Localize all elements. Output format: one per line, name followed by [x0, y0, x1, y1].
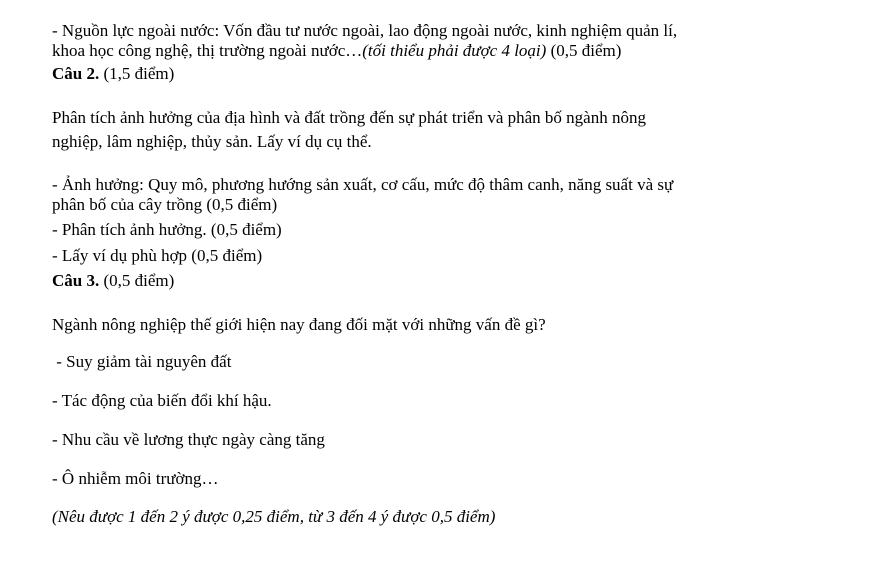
text-span: Ngành nông nghiệp thế giới hiện nay đang đối mặt với những vấn đề gì?: [52, 315, 546, 334]
list-item: [52, 352, 231, 372]
question-2-prompt-line-1: [52, 108, 646, 128]
list-item: [52, 391, 272, 411]
question-3-heading: [52, 271, 174, 291]
question-3-points: (0,5 điểm): [99, 271, 175, 290]
question-2-prompt-line-2: [52, 132, 372, 152]
question-2-answer-line-2: [52, 195, 277, 215]
scoring-note: [52, 507, 495, 527]
foreign-resources-line-2: [52, 41, 621, 61]
text-span: phân bố của cây trồng (0,5 điểm): [52, 195, 278, 214]
text-span: - Tác động của biến đổi khí hậu.: [52, 391, 272, 410]
text-span: - Suy giảm tài nguyên đất: [52, 352, 232, 371]
italic-note: (tối thiểu phải được 4 loại): [362, 41, 547, 60]
foreign-resources-line-1: [52, 21, 677, 41]
question-3-prompt: [52, 315, 546, 335]
question-3-label: Câu 3.: [52, 271, 100, 290]
score-text: (0,5 điểm): [546, 41, 622, 60]
text-span: - Ô nhiễm môi trường…: [52, 469, 219, 488]
text-span: - Nguồn lực ngoài nước: Vốn đầu tư nước ngoài, lao động ngoài nước, kinh nghiệm quản lí,: [52, 21, 678, 40]
question-2-points: (1,5 điểm): [99, 64, 175, 83]
text-span: - Lấy ví dụ phù hợp (0,5 điểm): [52, 246, 263, 265]
text-span: (Nêu được 1 đến 2 ý được 0,25 điểm, từ 3 đến 4 ý được 0,5 điểm): [52, 507, 496, 526]
question-2-answer-line-3: [52, 220, 282, 240]
text-span: khoa học công nghệ, thị trường ngoài nước…: [52, 41, 363, 60]
question-2-heading: [52, 64, 174, 84]
text-span: - Nhu cầu về lương thực ngày càng tăng: [52, 430, 325, 449]
question-2-answer-line-4: [52, 246, 262, 266]
text-span: - Phân tích ảnh hưởng. (0,5 điểm): [52, 220, 282, 239]
question-2-label: Câu 2.: [52, 64, 100, 83]
text-span: - Ảnh hưởng: Quy mô, phương hướng sản xuất, cơ cấu, mức độ thâm canh, năng suất và sự: [52, 175, 674, 194]
text-span: nghiệp, lâm nghiệp, thủy sản. Lấy ví dụ cụ thể.: [52, 132, 372, 151]
question-2-answer-line-1: [52, 175, 673, 195]
list-item: [52, 469, 218, 489]
text-span: Phân tích ảnh hưởng của địa hình và đất trồng đến sự phát triển và phân bố ngành nông: [52, 108, 646, 127]
list-item: [52, 430, 325, 450]
